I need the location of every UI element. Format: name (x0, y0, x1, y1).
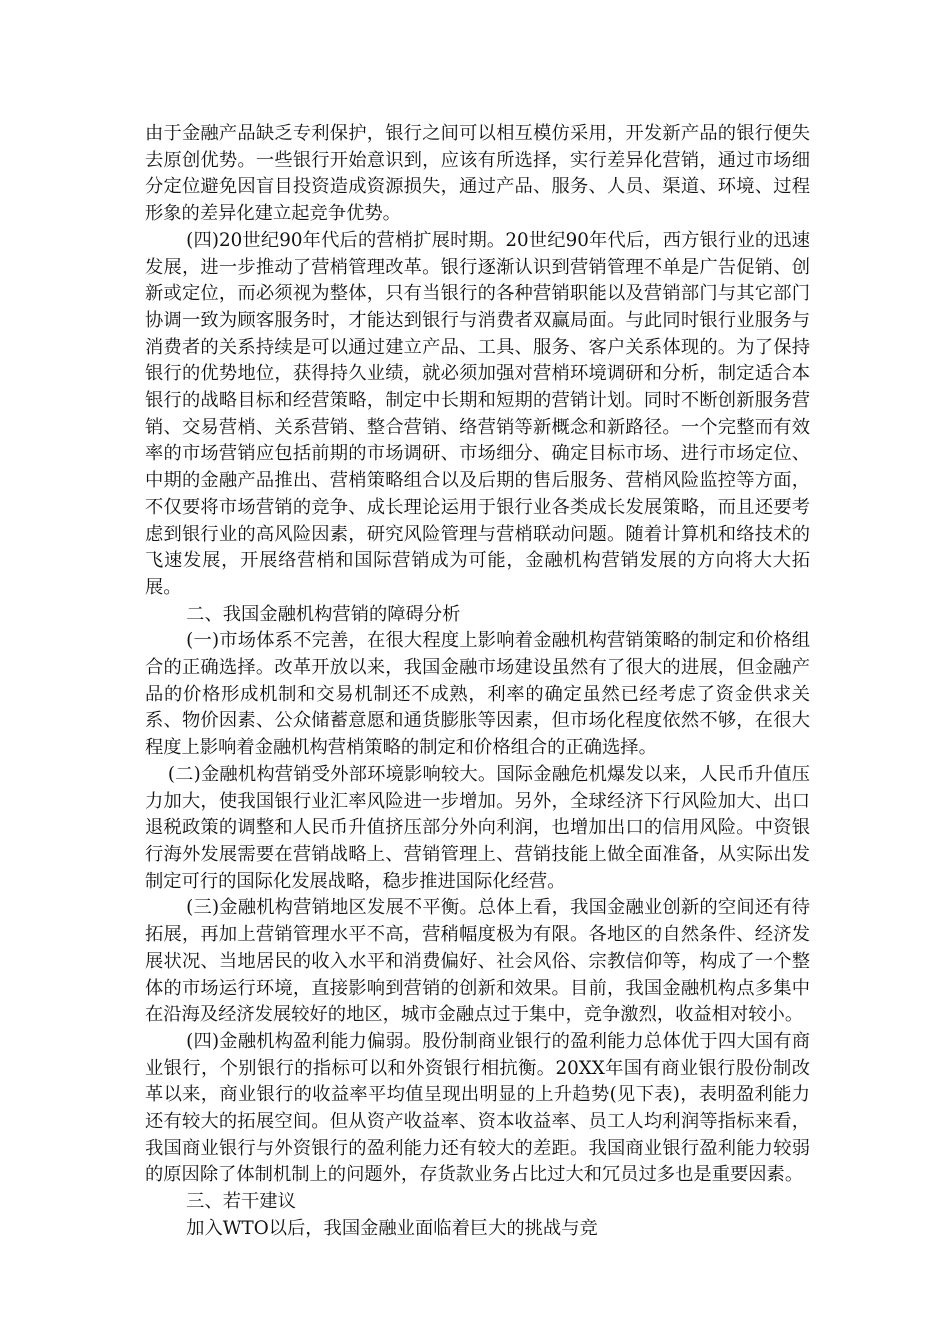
section-heading-3: 三、若干建议 (186, 1191, 296, 1213)
paragraph-7: 加入WTO以后，我国金融业面临着巨大的挑战与竞 (186, 1217, 598, 1239)
paragraph-3: (一)市场体系不完善，在很大程度上影响着金融机构营销策略的制定和价格组合的正确选择。改革开放以来，我国金融市场建设虽然有了很大的进展，但金融产品的价格形成机制和交易机制还不成熟，利率的确定虽然已经考虑了资金供求关系、物价因素、公众储蓄意愿和通货膨胀等因素，但市场化程度依然不够，在很大程度上影响着金融机构营梢策略的制定和价格组合的正确选择。 (145, 630, 810, 759)
paragraph-1: 由于金融产品缺乏专利保护，银行之间可以相互模仿采用，开发新产品的银行便失去原创优势。一些银行开始意识到，应该有所选择，实行差异化营销，通过市场细分定位避免因盲目投资造成资源损失，通过产品、服务、人员、渠道、环境、过程形象的差异化建立起竞争优势。 (145, 123, 810, 225)
paragraph-6: (四)金融机构盈利能力偏弱。股份制商业银行的盈利能力总体优于四大国有商业银行，个别银行的指标可以和外资银行相抗衡。20XX年国有商业银行股份制改革以来，商业银行的收益率平均值呈现出明显的上升趋势(见下表)，表明盈利能力还有较大的拓展空间。但从资产收益率、资本收益率、员工人均利润等指标来看，我国商业银行与外资银行的盈利能力还有较大的差距。我国商业银行盈利能力较弱的原因除了体制机制上的问题外，存货款业务占比过大和冗员过多也是重要因素。 (145, 1030, 810, 1186)
paragraph-5: (三)金融机构营销地区发展不平衡。总体上看，我国金融业创新的空间还有待拓展，再加上营销管理水平不高，营稍幅度极为有限。各地区的自然条件、经济发展状况、当地居民的收入水平和消费偏好、社会风俗、宗教信仰等，构成了一个整体的市场运行环境，直接影响到营销的创新和效果。目前，我国金融机构点多集中在沿海及经济发展较好的地区，城市金融点过于集中，竞争激烈，收益相对较小。 (145, 897, 810, 1026)
paragraph-4: (二)金融机构营销受外部环境影响较大。国际金融危机爆发以来，人民币升值压力加大，使我国银行业汇率风险进一步增加。另外，全球经济下行风险加大、出口退税政策的调整和人民币升值挤压部分外向利润，也增加出口的信用风险。中资银行海外发展需要在营销战略上、营销管理上、营销技能上做全面准备，从实际出发制定可行的国际化发展战略，稳步推进国际化经营。 (145, 763, 810, 892)
section-heading-2: 二、我国金融机构营销的障碍分析 (186, 603, 461, 625)
paragraph-2: (四)20世纪90年代后的营梢扩展时期。20世纪90年代后，西方银行业的迅速发展，进一步推动了营梢管理改革。银行逐渐认识到营销管理不单是广告促销、创新或定位，而必须视为整体，只有当银行的各种营销职能以及营销部门与其它部门协调一致为顾客服务时，才能达到银行与消费者双赢局面。与此同时银行业服务与消费者的关系持续是可以通过建立产品、工具、服务、客户关系体现的。为了保持银行的优势地位，获得持久业绩，就必须加强对营梢环境调研和分析，制定适合本银行的战略目标和经营策略，制定中长期和短期的营销计划。同时不断创新服务营销、交易营梢、关系营销、整合营销、络营销等新概念和新路径。一个完整而有效率的市场营销应包括前期的市场调研、市场细分、确定目标市场、进行市场定位、中期的金融产品推出、营梢策略组合以及后期的售后服务、营梢风险监控等方面，不仅要将市场营销的竞争、成长理论运用于银行业各类成长发展策略，而且还要考虑到银行业的高风险因素，研究风险管理与营梢联动问题。随着计算机和络技术的飞速发展，开展络营梢和国际营销成为可能，金融机构营销发展的方向将大大拓展。 (145, 229, 810, 598)
document-page (145, 121, 810, 1243)
